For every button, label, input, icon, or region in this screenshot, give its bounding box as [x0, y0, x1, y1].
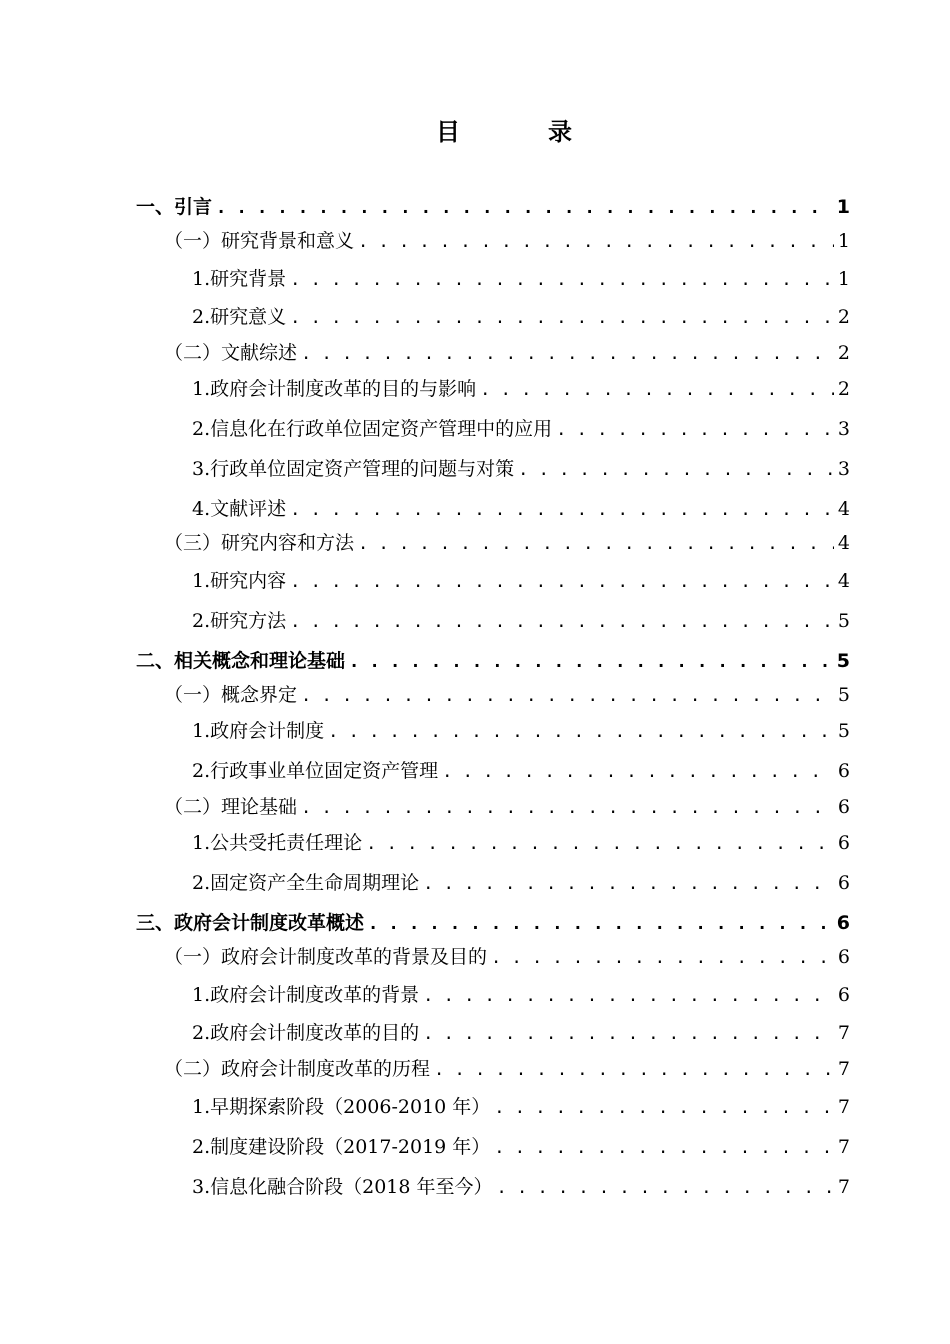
toc-entry[interactable] — [192, 302, 850, 329]
dot-leader — [366, 834, 834, 854]
toc-entry-label: （一）政府会计制度改革的背景及目的 — [164, 946, 488, 968]
toc-title: 目 录 — [436, 118, 604, 146]
toc-entry-label: 1.研究背景 — [192, 268, 287, 290]
toc-entry-page: 7 — [837, 1058, 850, 1080]
dot-leader — [494, 1138, 834, 1158]
toc-entry[interactable] — [164, 942, 850, 969]
toc-entry[interactable] — [192, 1132, 850, 1159]
toc-entry[interactable] — [136, 646, 850, 673]
toc-entry-label: （二）文献综述 — [164, 342, 298, 364]
dot-leader — [290, 500, 834, 520]
toc-entry[interactable] — [192, 980, 850, 1007]
toc-entry-label: （一）研究背景和意义 — [164, 230, 355, 252]
toc-entry-page: 6 — [837, 946, 850, 968]
toc-entry-page: 1 — [836, 196, 850, 218]
toc-entry-page: 5 — [837, 610, 850, 632]
toc-entry-page: 6 — [837, 984, 850, 1006]
toc-entry-page: 6 — [837, 796, 850, 818]
dot-leader — [358, 534, 834, 554]
dot-leader — [290, 572, 834, 592]
toc-entry-label: 1.研究内容 — [192, 570, 287, 592]
toc-entry-label: 2.固定资产全生命周期理论 — [192, 872, 420, 894]
dot-leader — [494, 1098, 834, 1118]
toc-entry-label: 1.早期探索阶段（2006-2010 年） — [192, 1096, 491, 1118]
dot-leader — [301, 686, 834, 706]
toc-entry-label: 1.政府会计制度改革的目的与影响 — [192, 378, 477, 400]
toc-entry[interactable] — [192, 454, 850, 481]
toc-entry-page: 2 — [837, 342, 850, 364]
toc-entry-page: 2 — [837, 378, 850, 400]
toc-entry-label: 1.政府会计制度改革的背景 — [192, 984, 420, 1006]
toc-entry[interactable] — [192, 868, 850, 895]
toc-entry-label: （二）理论基础 — [164, 796, 298, 818]
toc-entry-label: 一、引言 — [136, 196, 213, 218]
dot-leader — [491, 948, 834, 968]
dot-leader — [358, 232, 834, 252]
dot-leader — [497, 1178, 834, 1198]
toc-entry-label: 2.信息化在行政单位固定资产管理中的应用 — [192, 418, 553, 440]
toc-entry-page: 1 — [837, 230, 850, 252]
toc-entry[interactable] — [164, 1054, 850, 1081]
toc-entry-page: 3 — [837, 458, 850, 480]
toc-entry[interactable] — [192, 756, 850, 783]
toc-entry-label: （三）研究内容和方法 — [164, 532, 355, 554]
dot-leader — [349, 652, 833, 672]
dot-leader — [480, 380, 834, 400]
toc-entry-page: 4 — [837, 498, 850, 520]
toc-entry[interactable] — [192, 828, 850, 855]
toc-entry[interactable] — [192, 566, 850, 593]
toc-entry-page: 3 — [837, 418, 850, 440]
toc-entry[interactable] — [164, 528, 850, 555]
toc-entry-page: 5 — [837, 720, 850, 742]
dot-leader — [301, 798, 834, 818]
toc-entry-page: 6 — [837, 760, 850, 782]
toc-entry-label: 3.行政单位固定资产管理的问题与对策 — [192, 458, 515, 480]
toc-entry-label: 3.信息化融合阶段（2018 年至今） — [192, 1176, 493, 1198]
dot-leader — [518, 460, 834, 480]
toc-entry-label: 1.政府会计制度 — [192, 720, 325, 742]
dot-leader — [442, 762, 834, 782]
toc-entry[interactable] — [164, 680, 850, 707]
dot-leader — [290, 612, 834, 632]
dot-leader — [216, 198, 833, 218]
toc-entry[interactable] — [192, 606, 850, 633]
toc-entry-label: 2.政府会计制度改革的目的 — [192, 1022, 420, 1044]
toc-entry-page: 7 — [837, 1176, 850, 1198]
toc-entry-label: 三、政府会计制度改革概述 — [136, 912, 365, 934]
toc-entry-label: 2.研究方法 — [192, 610, 287, 632]
toc-entry[interactable] — [164, 338, 850, 365]
toc-entry[interactable] — [164, 792, 850, 819]
toc-entry-page: 6 — [837, 832, 850, 854]
toc-entry-page: 4 — [837, 570, 850, 592]
toc-entry-label: （二）政府会计制度改革的历程 — [164, 1058, 431, 1080]
toc-entry-label: 4.文献评述 — [192, 498, 287, 520]
dot-leader — [368, 914, 833, 934]
toc-entry-label: 2.制度建设阶段（2017-2019 年） — [192, 1136, 491, 1158]
toc-entry-page: 6 — [837, 872, 850, 894]
toc-entry-label: 2.研究意义 — [192, 306, 287, 328]
toc-entry-page: 7 — [837, 1096, 850, 1118]
toc-entry[interactable] — [192, 264, 850, 291]
toc-entry-label: 二、相关概念和理论基础 — [136, 650, 346, 672]
toc-entry-page: 5 — [836, 650, 850, 672]
toc-entry[interactable] — [136, 192, 850, 219]
toc-entry[interactable] — [192, 716, 850, 743]
toc-entry-page: 2 — [837, 306, 850, 328]
dot-leader — [290, 270, 834, 290]
toc-entry-label: 1.公共受托责任理论 — [192, 832, 363, 854]
toc-entry[interactable] — [192, 1018, 850, 1045]
dot-leader — [434, 1060, 834, 1080]
toc-entry[interactable] — [164, 226, 850, 253]
dot-leader — [423, 986, 834, 1006]
dot-leader — [301, 344, 834, 364]
dot-leader — [556, 420, 834, 440]
toc-entry-label: 2.行政事业单位固定资产管理 — [192, 760, 439, 782]
toc-entry[interactable] — [192, 374, 850, 401]
toc-entry-page: 7 — [837, 1136, 850, 1158]
toc-entry[interactable] — [192, 1092, 850, 1119]
dot-leader — [423, 1024, 834, 1044]
dot-leader — [328, 722, 834, 742]
dot-leader — [423, 874, 834, 894]
toc-entry[interactable] — [192, 1172, 850, 1199]
dot-leader — [290, 308, 834, 328]
toc-entry[interactable] — [192, 494, 850, 521]
toc-entry-page: 6 — [836, 912, 850, 934]
toc-entry-page: 5 — [837, 684, 850, 706]
toc-entry-page: 1 — [837, 268, 850, 290]
toc-entry[interactable] — [136, 908, 850, 935]
toc-entry-page: 7 — [837, 1022, 850, 1044]
toc-entry[interactable] — [192, 414, 850, 441]
toc-entry-label: （一）概念界定 — [164, 684, 298, 706]
toc-entry-page: 4 — [837, 532, 850, 554]
